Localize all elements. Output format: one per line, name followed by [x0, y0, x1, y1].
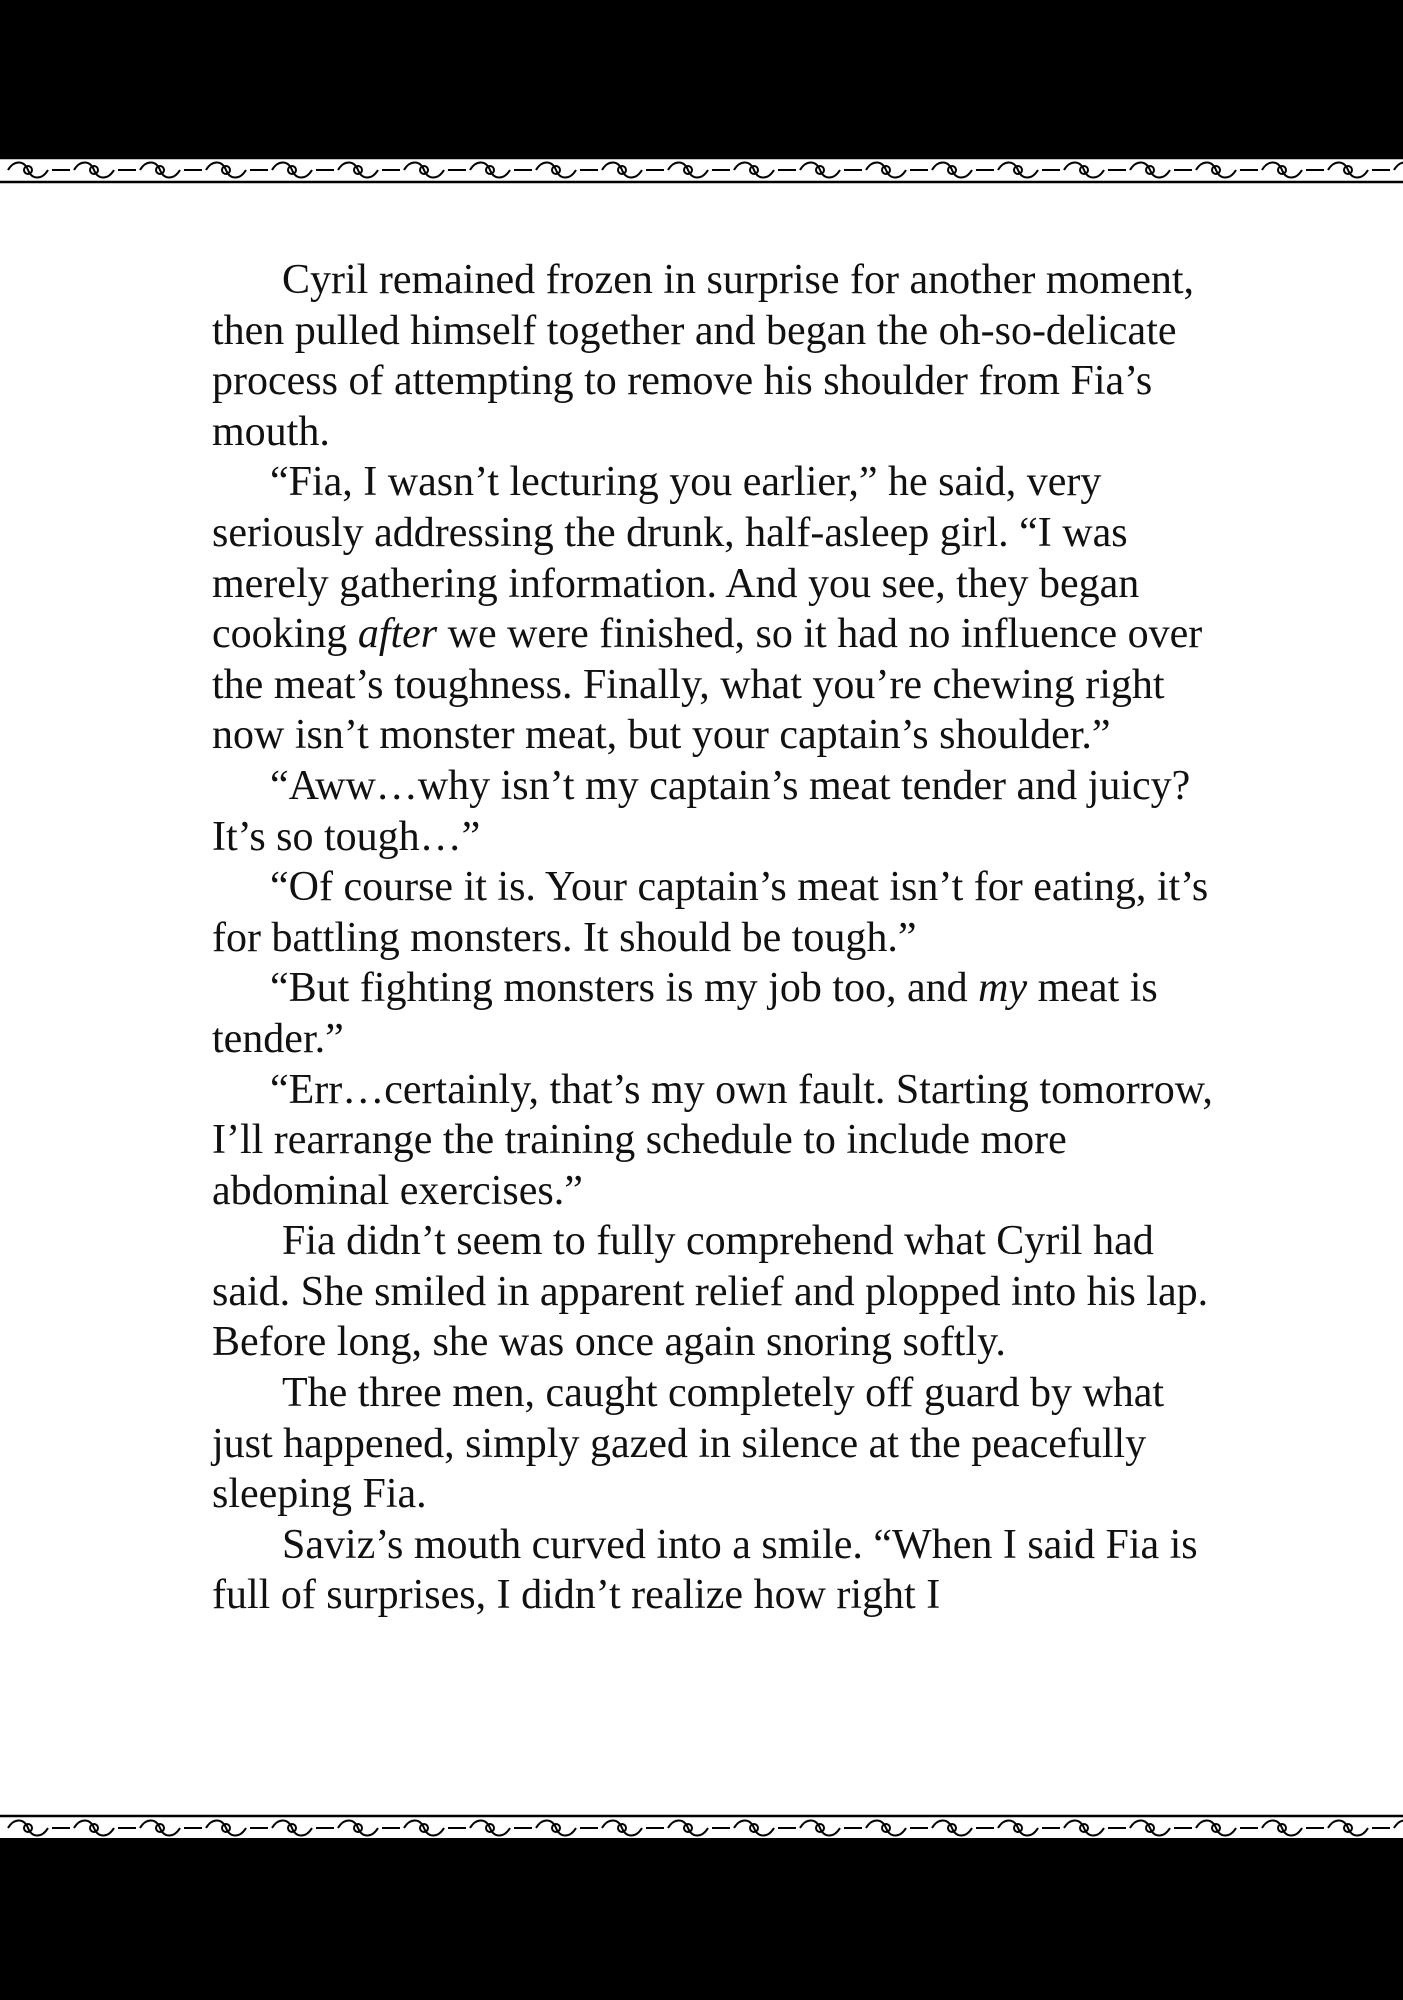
bottom-border-frame [0, 1816, 1403, 1840]
book-page-text [212, 255, 1227, 1621]
paragraph-9: Saviz’s mouth curved into a smile. “When I said Fia is full of surprises, I didn’t realize how right I [212, 1521, 1198, 1619]
border-scroll-ornament [272, 163, 334, 178]
paragraph-4: “Of course it is. Your captain’s meat isn’t for eating, it’s for battling monsters. It should be tough.” [212, 864, 1209, 961]
border-scroll-ornament [602, 1821, 664, 1836]
border-scroll-ornament [734, 1821, 796, 1836]
border-scroll-ornament [866, 1821, 928, 1836]
paragraph-5: “But fighting monsters is my job too, and my meat is tender.” [212, 965, 1158, 1062]
border-scroll-ornament [536, 163, 598, 178]
border-scroll-ornament [8, 163, 70, 178]
border-scroll-ornament [1394, 1821, 1403, 1836]
border-scroll-ornament [668, 1821, 730, 1836]
paragraph-1: Cyril remained frozen in surprise for another moment, then pulled himself together and began the oh-so-delicate process of attempting to remove his shoulder from Fia’s mouth. [212, 257, 1195, 455]
top-ornamental-border [0, 155, 1403, 185]
bottom-border-ornaments [8, 1821, 1403, 1836]
border-scroll-ornament [1196, 1821, 1258, 1836]
paragraph-7: Fia didn’t seem to fully comprehend what Cyril had said. She smiled in apparent relief and plopped into his lap. Before long, she was once again snoring softly. [212, 1218, 1209, 1366]
border-scroll-ornament [140, 1821, 202, 1836]
border-scroll-ornament [1064, 163, 1126, 178]
border-scroll-ornament [1196, 163, 1258, 178]
border-scroll-ornament [602, 163, 664, 178]
border-scroll-ornament [800, 163, 862, 178]
border-scroll-ornament [470, 1821, 532, 1836]
top-black-band [0, 0, 1403, 158]
border-scroll-ornament [404, 163, 466, 178]
border-scroll-ornament [470, 163, 532, 178]
border-scroll-ornament [668, 163, 730, 178]
emphasis-after: after [357, 611, 438, 658]
border-scroll-ornament [1064, 1821, 1126, 1836]
border-scroll-ornament [140, 163, 202, 178]
border-scroll-ornament [338, 1821, 400, 1836]
border-scroll-ornament [1328, 163, 1390, 178]
border-scroll-ornament [1130, 163, 1192, 178]
border-scroll-ornament [74, 1821, 136, 1836]
border-scroll-ornament [734, 163, 796, 178]
bottom-black-band [0, 1838, 1403, 2000]
border-scroll-ornament [1130, 1821, 1192, 1836]
border-scroll-ornament [206, 1821, 268, 1836]
border-scroll-ornament [932, 1821, 994, 1836]
border-scroll-ornament [998, 163, 1060, 178]
border-scroll-ornament [206, 163, 268, 178]
paragraph-3: “Aww…why isn’t my captain’s meat tender and juicy? It’s so tough…” [212, 762, 1191, 860]
top-border-frame [0, 158, 1403, 182]
emphasis-my: my [978, 965, 1028, 1012]
border-scroll-ornament [1262, 1821, 1324, 1836]
border-scroll-ornament [1262, 163, 1324, 178]
paragraph-8: The three men, caught completely off guard by what just happened, simply gazed in silence at the peacefully sleeping Fia. [212, 1370, 1165, 1518]
border-scroll-ornament [800, 1821, 862, 1836]
border-scroll-ornament [74, 163, 136, 178]
border-scroll-ornament [1328, 1821, 1390, 1836]
paragraph-2: “Fia, I wasn’t lecturing you earlier,” he said, very seriously addressing the drunk, half-asleep girl. “I was merely gathering information. And you see, they began cooking after we were finished, so it had no influence over the meat’s toughness. Finally, what you’re chewing right now isn’t monster meat, but your captain’s shoulder.” [212, 459, 1203, 759]
border-scroll-ornament [866, 163, 928, 178]
border-scroll-ornament [1394, 163, 1403, 178]
top-border-ornaments [8, 163, 1403, 178]
border-scroll-ornament [272, 1821, 334, 1836]
border-scroll-ornament [8, 1821, 70, 1836]
border-scroll-ornament [536, 1821, 598, 1836]
border-scroll-ornament [338, 163, 400, 178]
border-scroll-ornament [404, 1821, 466, 1836]
border-scroll-ornament [998, 1821, 1060, 1836]
border-scroll-ornament [932, 163, 994, 178]
paragraph-6: “Err…certainly, that’s my own fault. Starting tomorrow, I’ll rearrange the training schedule to include more abdominal exercises.” [212, 1066, 1213, 1214]
